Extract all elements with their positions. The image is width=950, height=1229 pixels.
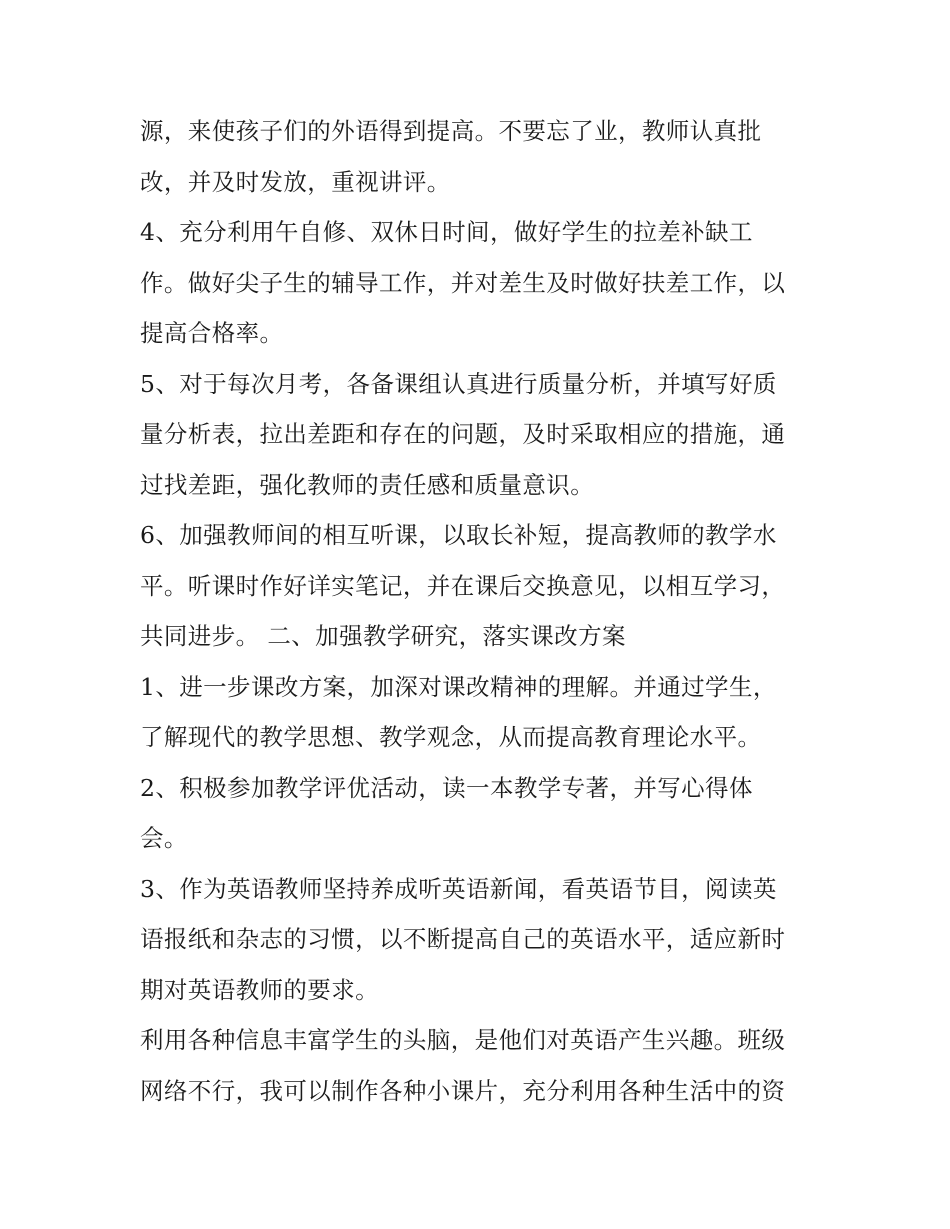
text-line-18: 期对英语教师的要求。 [140,975,379,1004]
text-line-13: 了解现代的教学思想、教学观念，从而提高教育理论水平。 [140,723,762,751]
document-body [140,106,820,1116]
text-line-16: 3、作为英语教师坚持养成听英语新闻，看英语节目，阅读英 [140,874,777,903]
text-line-17: 语报纸和杂志的习惯，以不断提高自己的英语水平，适应新时 [140,925,786,953]
text-line-8: 过找差距，强化教师的责任感和质量意识。 [140,470,595,499]
text-line-10: 平。听课时作好详实笔记，并在课后交换意见，以相互学习， [140,571,786,600]
text-line-4: 作。做好尖子生的辅导工作，并对差生及时做好扶差工作，以 [140,268,786,297]
text-line-6: 5、对于每次月考，各备课组认真进行质量分析，并填写好质 [140,369,777,398]
text-line-9: 6、加强教师间的相互听课，以取长补短，提高教师的教学水 [140,521,777,549]
text-line-11: 共同进步。 二、加强教学研究，落实课改方案 [140,622,626,650]
text-line-19: 利用各种信息丰富学生的头脑，是他们对英语产生兴趣。班级 [140,1026,786,1054]
text-line-15: 会。 [140,824,188,852]
text-line-7: 量分析表，拉出差距和存在的问题，及时采取相应的措施，通 [140,420,786,448]
text-line-14: 2、积极参加教学评优活动，读一本教学专著，并写心得体 [140,773,753,802]
text-line-5: 提高合格率。 [140,319,284,347]
text-line-3: 4、充分利用午自修、双休日时间，做好学生的拉差补缺工 [140,218,753,246]
text-line-20: 网络不行，我可以制作各种小课片，充分利用各种生活中的资 [140,1076,786,1105]
text-line-12: 1、进一步课改方案，加深对课改精神的理解。并通过学生， [140,672,777,701]
text-line-1: 源，来使孩子们的外语得到提高。不要忘了业，教师认真批 [140,117,762,145]
text-line-2: 改，并及时发放，重视讲评。 [140,167,451,196]
